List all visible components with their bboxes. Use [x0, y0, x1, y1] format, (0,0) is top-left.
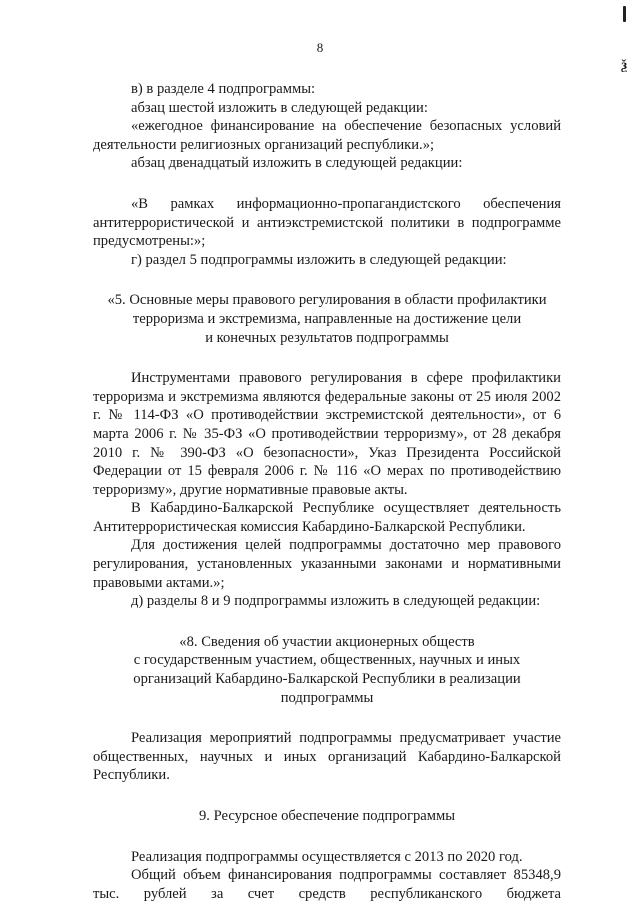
paragraph-twelfth-abzac: абзац двенадцатый изложить в следующей редакции:	[131, 155, 463, 172]
document-body	[93, 80, 561, 903]
paragraph-funding-quote: «ежегодное финансирование на обеспечение безопасных условий деятельности религиозных организаций республики.»;	[93, 118, 561, 153]
margin-mark-top	[623, 6, 626, 22]
paragraph-sixth-abzac: абзац шестой изложить в следующей редакции:	[131, 99, 428, 116]
page-number: 8	[316, 40, 324, 55]
section9-heading: 9. Ресурсное обеспечение подпрограммы	[198, 808, 455, 824]
section8-heading-line: подпрограммы	[280, 689, 374, 706]
section5-heading	[81, 291, 573, 347]
section8-heading-line: с государственным участием, общественных, научных и иных	[133, 652, 521, 669]
paragraph-organizations-participation: Реализация мероприятий подпрограммы предусматривает участие общественных, научных и иных организаций Кабардино-Балкарской Республики.	[93, 730, 561, 784]
paragraph-antiterror-commission: В Кабардино-Балкарской Республике осуществляет деятельность Антитеррористическая комиссия Кабардино-Балкарской Республики.	[93, 500, 561, 535]
section8-heading	[93, 633, 561, 707]
margin-mark: ѯ	[621, 58, 627, 73]
paragraph-info-propaganda-quote: «В рамках информационно-пропагандистского обеспечения антитеррористической и антиэкстремистской политики в подпрограмме предусмотрены:»;	[93, 195, 561, 250]
paragraph-total-funding: Общий объем финансирования подпрограммы составляет 85348,9 тыс. рублей за счет средств республиканского бюджета	[93, 867, 561, 902]
section8-heading-line: «8. Сведения об участии акционерных обществ	[179, 633, 475, 650]
paragraph-section4-intro: в) в разделе 4 подпрограммы:	[131, 81, 316, 97]
paragraph-section5-intro: г) раздел 5 подпрограммы изложить в следующей редакции:	[131, 251, 507, 268]
paragraph-sections-8-9-intro: д) разделы 8 и 9 подпрограммы изложить в следующей редакции:	[131, 593, 541, 610]
paragraph-legal-instruments: Инструментами правового регулирования в сфере профилактики терроризма и экстремизма являются федеральные законы от 25 июля 2002 г. № 114-ФЗ «О противодействии экстремистской деятельности», от 6 марта 2006 г. № 35-ФЗ «О противодействии терроризму», от 28 декабря 2010 г. № 390-ФЗ «О безопасности», Указ Президента Российской Федерации от 15 февраля 2006 г. № 116 «О мерах по противодействию терроризму», другие нормативные правовые акты.	[93, 370, 561, 498]
section5-heading-line: терроризма и экстремизма, направленные на достижение цели	[132, 310, 522, 327]
paragraph-sufficient-measures: Для достижения целей подпрограммы достаточно мер правового регулирования, установленных указанными законами и нормативными правовыми актами.»;	[93, 537, 561, 591]
section5-heading-line: и конечных результатов подпрограммы	[205, 329, 449, 346]
section8-heading-line: организаций Кабардино-Балкарской Республики в реализации	[133, 671, 521, 688]
paragraph-implementation-period: Реализация подпрограммы осуществляется с 2013 по 2020 год.	[131, 848, 523, 865]
section5-heading-line: «5. Основные меры правового регулирования в области профилактики	[107, 292, 547, 309]
